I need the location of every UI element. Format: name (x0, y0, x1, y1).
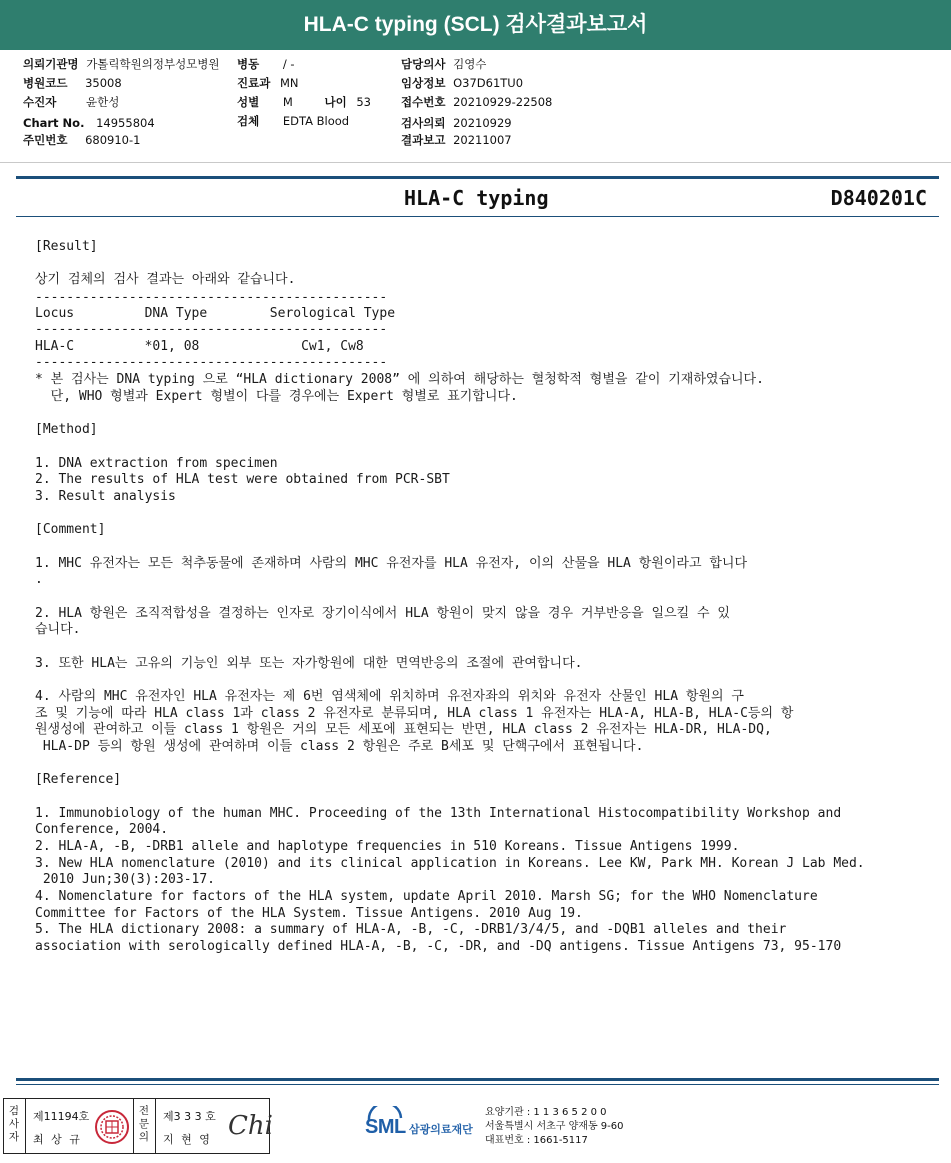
comment-4a: 4. 사람의 MHC 유전자인 HLA 유전자는 제 6번 염색체에 위치하며 유전자좌의 위치와 유전자 산물인 HLA 항원의 구 (35, 689, 744, 704)
ward-value: / - (282, 57, 295, 71)
reference-4a: 4. Nomenclature for factors of the HLA system, update April 2010. Marsh SG; for the WHO Nomenclature (35, 889, 818, 904)
header-divider (0, 162, 951, 163)
signature: Chi (228, 1111, 273, 1141)
institution-code: 요양기관 : 1 1 3 6 5 2 0 0 (485, 1107, 607, 1118)
receiver-value: 윤한성 (85, 95, 120, 109)
institution-label: 의뢰기관명 (23, 57, 79, 71)
method-item-3: 3. Result analysis (35, 489, 176, 504)
reference-2: 2. HLA-A, -B, -DRB1 allele and haplotype frequencies in 510 Koreans. Tissue Antigens 1999. (35, 839, 740, 854)
hospital-code-value: 35008 (85, 76, 122, 90)
examiner-name: 최 상 규 (33, 1133, 82, 1146)
reference-3b: 2010 Jun;30(3):203-17. (35, 872, 216, 887)
comment-2b: 습니다. (35, 622, 81, 637)
receipt-label: 접수번호 (401, 95, 446, 109)
examiner-cell (26, 1099, 134, 1153)
reference-3a: 3. New HLA nomenclature (2010) and its clinical application in Koreans. Lee KW, Park MH. Korean J Lab Med. (35, 856, 865, 871)
report-title: HLA-C typing (SCL) 검사결과보고서 (0, 0, 951, 50)
result-heading: [Result] (35, 239, 98, 254)
doctor-label: 담당의사 (401, 57, 446, 71)
patient-info (0, 0, 951, 160)
section-top-rule (16, 176, 939, 179)
reference-5b: association with serologically defined HLA-A, -B, -C, -DR, and -DQ antigens. Tissue Antigens 73, 95-170 (35, 939, 842, 954)
method-heading: [Method] (35, 422, 98, 437)
comment-2a: 2. HLA 항원은 조직적합성을 결정하는 인자로 장기이식에서 HLA 항원이 맞지 않을 경우 거부반응을 일으킬 수 있 (35, 606, 730, 621)
request-value: 20210929 (453, 116, 512, 130)
table-row-hla-c: HLA-C *01, 08 Cw1, Cw8 (35, 339, 364, 354)
examiner-label: 검 사 자 (8, 1105, 20, 1143)
receiver-label: 수진자 (23, 95, 57, 109)
sex-value: M (282, 95, 293, 109)
specimen-label: 검체 (237, 114, 260, 128)
reference-1b: Conference, 2004. (35, 822, 169, 837)
comment-4c: 원생성에 관여하고 이들 class 1 항원은 거의 모든 세포에 표현되는 반면, HLA class 2 유전자는 HLA-DR, HLA-DQ, (35, 722, 772, 737)
specialist-label: 전 문 의 (138, 1105, 150, 1143)
dept-label: 진료과 (237, 76, 271, 90)
reference-1a: 1. Immunobiology of the human MHC. Proceeding of the 13th International Histocompatibility Workshop and (35, 806, 842, 821)
section-code: D840201C (830, 186, 927, 210)
report-date-label: 결과보고 (401, 133, 446, 147)
chart-value: 14955804 (96, 116, 155, 130)
comment-4d: HLA-DP 등의 항원 생성에 관여하며 이들 class 2 항원은 주로 B세포 및 단핵구에서 표현됩니다. (35, 739, 644, 754)
clinical-label: 임상정보 (401, 76, 446, 90)
result-note-2: 단, WHO 형별과 Expert 형별이 다를 경우에는 Expert 형별로 표기합니다. (35, 389, 518, 404)
reference-5a: 5. The HLA dictionary 2008: a summary of HLA-A, -B, -C, -DRB1/3/4/5, and -DQB1 alleles and their (35, 922, 787, 937)
chart-label: Chart No. (23, 116, 85, 130)
institution-street: 서울특별시 서초구 양재동 9-60 (485, 1121, 624, 1132)
institution-value: 가톨릭학원의정부성모병원 (86, 57, 220, 71)
table-divider-top: --------------------------------------------- (35, 290, 388, 305)
examiner-label-cell (4, 1099, 26, 1153)
dept-value: MN (279, 76, 299, 90)
examiner-license: 제11194호 (33, 1110, 90, 1123)
id-value: 680910-1 (85, 133, 141, 147)
reference-4b: Committee for Factors of the HLA System. Tissue Antigens. 2010 Aug 19. (35, 906, 583, 921)
comment-4b: 조 및 기능에 따라 HLA class 1과 class 2 유전자로 분류되며, HLA class 1 유전자는 HLA-A, HLA-B, HLA-C등의 항 (35, 706, 794, 721)
id-label: 주민번호 (23, 133, 68, 147)
age-value: 53 (356, 95, 371, 109)
sex-label: 성별 (237, 95, 260, 109)
method-item-2: 2. The results of HLA test were obtained from PCR-SBT (35, 472, 450, 487)
specialist-cell (156, 1099, 273, 1153)
foundation-name: 삼광의료재단 (409, 1123, 473, 1136)
institution-phone: 대표번호 : 1661-5117 (485, 1135, 588, 1146)
hospital-code-label: 병원코드 (23, 76, 68, 90)
table-divider-bottom: --------------------------------------------- (35, 355, 388, 370)
examiner-seal (94, 1109, 130, 1145)
ward-label: 병동 (237, 57, 260, 71)
method-item-1: 1. DNA extraction from specimen (35, 456, 278, 471)
reference-heading: [Reference] (35, 772, 122, 787)
table-divider-mid: --------------------------------------------- (35, 322, 388, 337)
table-header: Locus DNA Type Serological Type (35, 306, 396, 321)
age-label: 나이 (324, 95, 347, 109)
institution-address (485, 1106, 624, 1148)
section-underline (16, 216, 939, 217)
specialist-label-cell (134, 1099, 156, 1153)
specimen-value: EDTA Blood (282, 114, 350, 128)
result-intro: 상기 검체의 검사 결과는 아래와 같습니다. (35, 272, 296, 287)
report-date-value: 20211007 (453, 133, 512, 147)
specialist-name: 지 현 영 (163, 1133, 212, 1146)
comment-heading: [Comment] (35, 522, 106, 537)
result-note-1: * 본 검사는 DNA typing 으로 “HLA dictionary 2008” 에 의하여 해당하는 혈청학적 형별을 같이 기재하였습니다. (35, 372, 764, 387)
comment-3: 3. 또한 HLA는 고유의 기능인 외부 또는 자가항원에 대한 면역반응의 조절에 관여합니다. (35, 656, 583, 671)
comment-1a: 1. MHC 유전자는 모든 척추동물에 존재하며 사람의 MHC 유전자를 HLA 유전자, 이의 산물을 HLA 항원이라고 합니다 (35, 556, 748, 571)
sml-logo-text: SML (365, 1116, 406, 1138)
section-title: HLA-C typing (404, 186, 549, 210)
footer-rule (16, 1078, 939, 1081)
clinical-value: O37D61TU0 (453, 76, 524, 90)
footer-rule-thin (16, 1084, 939, 1085)
request-label: 검사의뢰 (401, 116, 446, 130)
signature-box (3, 1098, 273, 1154)
receipt-value: 20210929-22508 (453, 95, 553, 109)
doctor-value: 김영수 (453, 57, 487, 71)
comment-1b: . (35, 572, 43, 587)
specialist-license: 제3 3 3 호 (163, 1110, 216, 1123)
